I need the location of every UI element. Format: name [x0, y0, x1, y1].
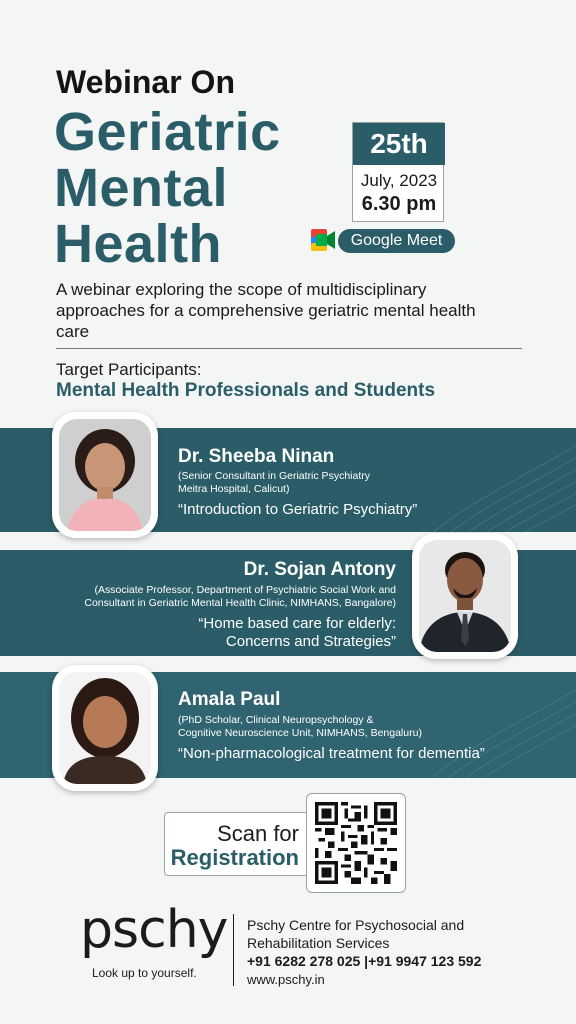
speaker-3-name: Amala Paul — [178, 689, 281, 710]
pschy-logo: pschy — [80, 900, 228, 960]
event-time: 6.30 pm — [361, 193, 437, 215]
speaker-2-role-line-1: (Associate Professor, Department of Psychiatric Social Work and — [94, 584, 396, 596]
registration-qr-code[interactable] — [306, 793, 406, 893]
speaker-2-role-line-2: Consultant in Geriatric Mental Health Clinic, NIMHANS, Bangalore) — [84, 597, 396, 609]
speaker-1-name: Dr. Sheeba Ninan — [178, 446, 335, 467]
title-line-2: Mental — [54, 158, 229, 218]
event-month-year: July, 2023 — [360, 171, 438, 190]
speaker-3-role-line-2: Cognitive Neuroscience Unit, NIMHANS, Bengaluru) — [178, 727, 422, 739]
website-link[interactable]: www.pschy.in — [247, 972, 325, 987]
speaker-2-talk-line-2: Concerns and Strategies” — [225, 633, 396, 650]
speaker-3-role — [178, 714, 428, 740]
speaker-photo-amala — [52, 665, 158, 791]
title-line-3: Health — [54, 214, 223, 274]
speaker-1-role-line-2: Meitra Hospital, Calicut) — [178, 483, 290, 495]
speaker-1-role — [178, 470, 418, 496]
org-name-line-1: Pschy Centre for Psychosocial and — [247, 917, 465, 933]
google-meet-icon — [311, 229, 335, 251]
registration-box — [164, 812, 314, 876]
speaker-1-talk: “Introduction to Geriatric Psychiatry” — [178, 501, 418, 518]
speaker-photo-sheeba — [52, 412, 158, 538]
event-description: A webinar exploring the scope of multidisciplinary approaches for a comprehensive geriatric mental health care — [56, 280, 476, 341]
scan-for-label: Scan for — [217, 821, 299, 846]
registration-label: Registration — [170, 845, 299, 870]
portrait-woman-icon — [59, 672, 151, 784]
speaker-1-role-line-1: (Senior Consultant in Geriatric Psychiatry — [178, 470, 370, 482]
title-line-1: Geriatric — [54, 102, 281, 162]
target-participants-value: Mental Health Professionals and Students — [56, 380, 436, 401]
portrait-man-icon — [419, 540, 511, 652]
speaker-3-talk: “Non-pharmacological treatment for dementia” — [178, 745, 485, 762]
speaker-2-name: Dr. Sojan Antony — [243, 559, 396, 580]
speaker-photo-sojan — [412, 533, 518, 659]
target-participants-label: Target Participants: — [56, 360, 202, 379]
event-day: 25th — [353, 123, 445, 165]
contact-phones: +91 6282 278 025 |+91 9947 123 592 — [247, 953, 482, 969]
logo-tagline: Look up to yourself. — [92, 966, 197, 980]
portrait-woman-icon — [59, 419, 151, 531]
webinar-kicker: Webinar On — [56, 64, 235, 100]
speaker-3-role-line-1: (PhD Scholar, Clinical Neuropsychology & — [178, 714, 374, 726]
platform-badge: Google Meet — [338, 229, 455, 253]
qr-code-icon — [315, 802, 397, 884]
date-box — [352, 122, 444, 222]
footer-divider — [233, 914, 234, 986]
speaker-2-talk-line-1: “Home based care for elderly: — [198, 615, 396, 632]
divider — [56, 348, 522, 349]
speaker-2-talk — [140, 615, 396, 651]
org-name-line-2: Rehabilitation Services — [247, 935, 390, 951]
speaker-2-role — [70, 584, 396, 610]
